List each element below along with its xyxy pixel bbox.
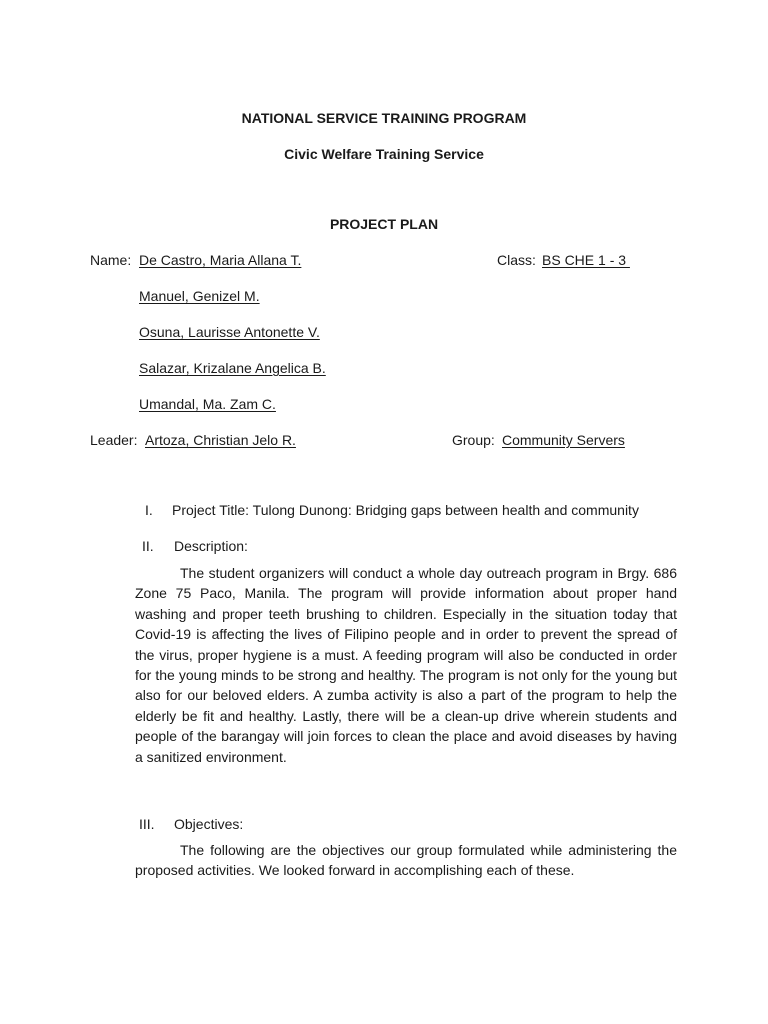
section-heading: Objectives: — [174, 816, 244, 832]
member-name: De Castro, Maria Allana T. — [139, 252, 302, 268]
program-heading: NATIONAL SERVICE TRAINING PROGRAM — [241, 110, 527, 126]
group-value: Community Servers — [502, 432, 625, 448]
section-heading: Description: — [174, 538, 248, 554]
member-name: Manuel, Genizel M. — [139, 288, 260, 304]
member-name: Osuna, Laurisse Antonette V. — [139, 324, 320, 340]
description-paragraph: The student organizers will conduct a whole day outreach program in Brgy. 686 Zone 75 Paco, Manila. The program will provide information about proper hand washing and proper teeth brushing to children. Especially in the situation today that Covid-19 is affecting the lives of Filipino people and in order to prevent the spread of the virus, proper hygiene is a must. A feeding program will also be conducted in order for the young minds to be strong and healthy. The program is not only for the young but also for our beloved elders. A zumba activity is also a part of the program to help the elderly be fit and healthy. Lastly, there will be a clean-up drive wherein students and people of the barangay will join forces to clean the place and avoid diseases by having a sanitized environment. — [135, 565, 677, 765]
project-title: Project Title: Tulong Dunong: Bridging gaps between health and community — [172, 502, 639, 518]
name-label: Name: — [90, 252, 132, 268]
leader-label: Leader: — [90, 432, 138, 448]
objectives-paragraph: The following are the objectives our group formulated while administering the proposed activities. We looked forward in accomplishing each of these. — [135, 842, 677, 879]
section-number: I. — [145, 502, 153, 518]
member-name: Umandal, Ma. Zam C. — [139, 396, 276, 412]
section-number: II. — [142, 538, 154, 554]
member-name: Salazar, Krizalane Angelica B. — [139, 360, 326, 376]
component-heading: Civic Welfare Training Service — [284, 146, 484, 162]
leader-value: Artoza, Christian Jelo R. — [145, 432, 296, 448]
class-value: BS CHE 1 - 3 — [542, 252, 630, 268]
document-title: PROJECT PLAN — [329, 216, 439, 232]
section-number: III. — [139, 816, 155, 832]
class-label: Class: — [497, 252, 536, 268]
group-label: Group: — [452, 432, 495, 448]
